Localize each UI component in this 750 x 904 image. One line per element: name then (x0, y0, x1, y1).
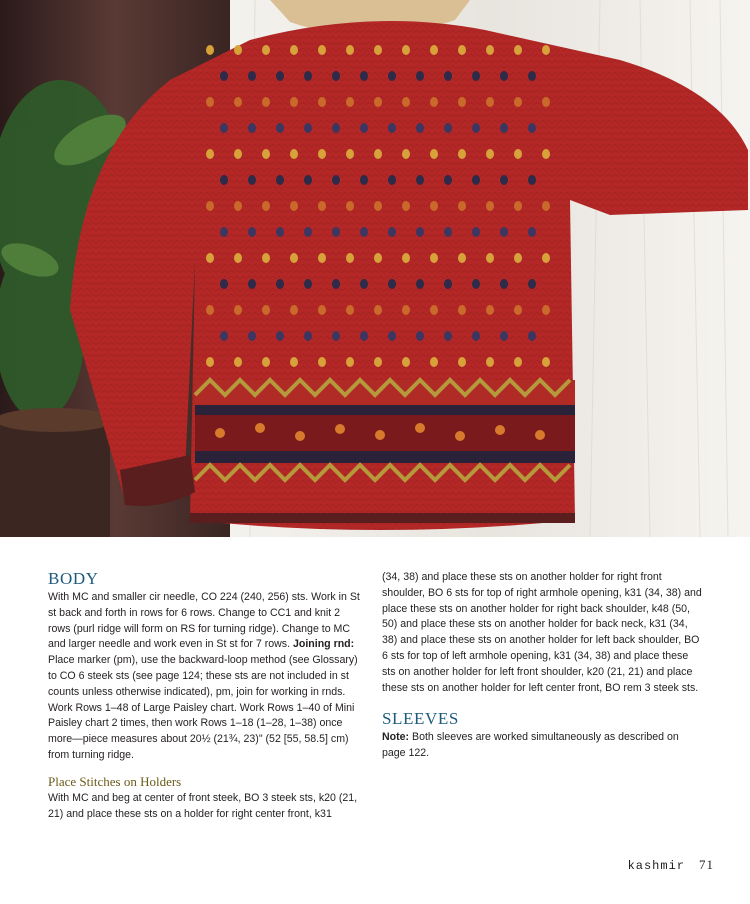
body-paragraph (48, 590, 363, 764)
holders-paragraph: With MC and beg at center of front steek, BO 3 steek sts, k20 (21, 21) and place these sts on a holder for right center front, k31 (48, 791, 358, 820)
sleeves-heading: SLEEVES (382, 709, 459, 729)
holders-subheading: Place Stitches on Holders (48, 773, 182, 789)
page-footer (628, 857, 714, 873)
body-column (48, 570, 363, 822)
right-column (382, 570, 704, 762)
note-label: Note: (382, 731, 410, 744)
body-text-part1: With MC and smaller cir needle, CO 224 (240, 256) sts. Work in St st back and forth in rows for 6 rows. Change to CC1 and knit 2 rows (purl ridge will form on RS for turning ridge). Change to MC and larger needle and work even in St st for 7 rows. (48, 591, 360, 651)
body-text-part2: Place marker (pm), use the backward-loop method (see Glossary) to CO 6 steek sts (see page 124; these sts are not included in st counts unless otherwise indicated), pm, join for working in rnds. Work Rows 1–48 of Large Paisley chart. Work Rows 1–40 of Mini Paisley chart 2 times, then work Rows 1–18 (1–28, 1–38) once more—piece measures about 20½ (21¾, 23)" (52 [55, 58.5] cm) from turning ridge. (48, 654, 358, 761)
book-title: kashmir (627, 859, 685, 873)
holders-continued-paragraph: (34, 38) and place these sts on another holder for right front shoulder, BO 6 sts for top of right armhole opening, k31 (34, 38) and place these sts on another holder for right back shoulder, k48 (50, 50) and place these sts on another holder for back neck, k31 (34, 38) and place these sts on another holder for left back shoulder, BO 6 sts for top of left armhole opening, k31 (34, 38) and place these sts on another holder for left front shoulder, k20 (21, 21) and place these sts on another holder for left center front, BO rem 3 steek sts. (382, 571, 702, 694)
sleeves-note (382, 730, 704, 762)
joining-rnd-label: Joining rnd: (292, 638, 355, 651)
page-number: 71 (699, 857, 714, 872)
note-text: Both sleeves are worked simultaneously as described on page 122. (382, 731, 679, 760)
body-heading: BODY (48, 569, 99, 588)
